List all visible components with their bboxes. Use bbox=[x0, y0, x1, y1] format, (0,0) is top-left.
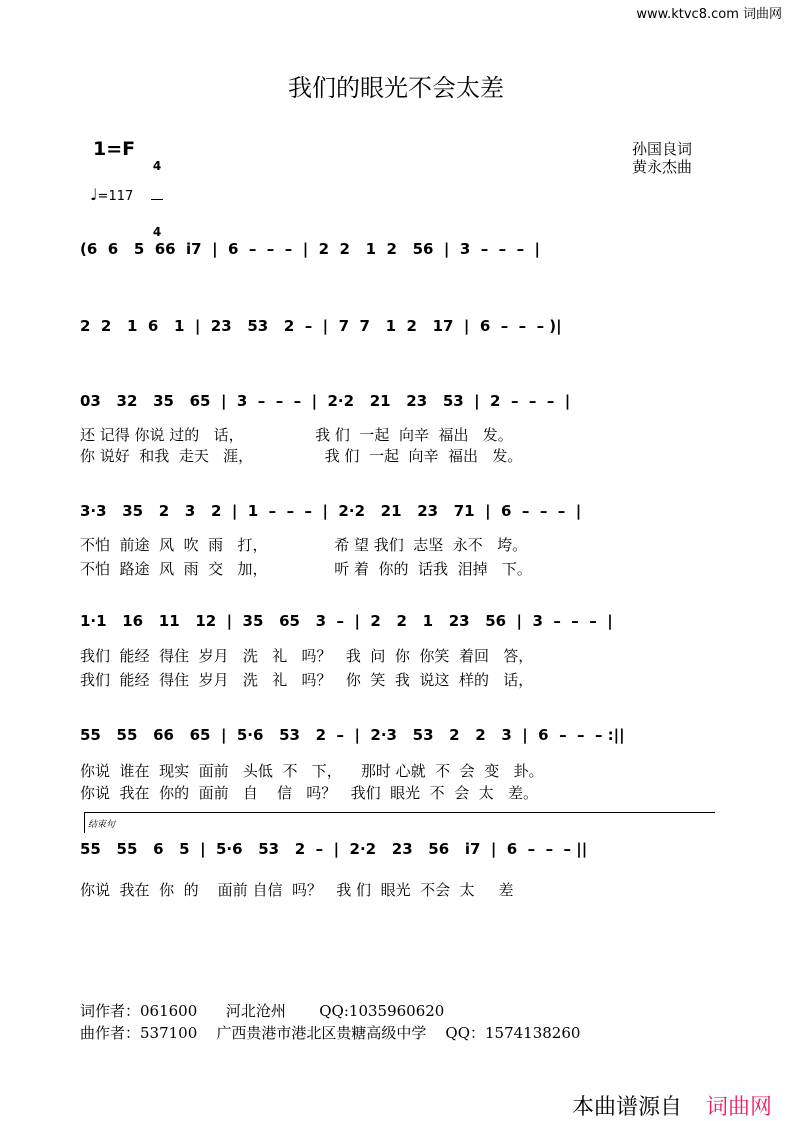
lyrics-line-4-verse-1: 不怕 前途 风 吹 雨 打， 希 望 我们 志坚 永不 垮。 bbox=[80, 536, 528, 554]
notation-line-5: 1·1 16 11 12 | 35 65 3 – | 2 2 1 23 56 | 3 – – – | bbox=[80, 612, 613, 630]
watermark: www.ktvc8.com 词曲网 bbox=[636, 7, 782, 22]
lyrics-line-3-verse-2: 你 说好 和我 走天 涯， 我 们 一起 向辛 福出 发。 bbox=[80, 447, 523, 465]
composer: 黄永杰曲 bbox=[632, 158, 693, 176]
tempo-marking bbox=[90, 185, 133, 204]
lyrics-line-7-verse-1: 你说 我在 你 的 面前 自信 吗？ 我 们 眼光 不会 太 差 bbox=[80, 881, 514, 899]
lyrics-line-6-verse-1: 你说 谁在 现实 面前 头低 不 下， 那时 心就 不 会 变 卦。 bbox=[80, 762, 544, 780]
key-signature: 1=F bbox=[93, 138, 136, 160]
page-title: 我们的眼光不会太差 bbox=[288, 74, 504, 102]
notation-line-1: (6 6 5 66 i7 | 6 – – – | 2 2 1 2 56 | 3 – – – | bbox=[80, 240, 541, 258]
notation-line-2: 2 2 1 6 1 | 23 53 2 – | 7 7 1 2 17 | 6 – – – )| bbox=[80, 317, 562, 335]
footer-brand-link[interactable]: 词曲网 bbox=[705, 1095, 772, 1120]
lyrics-line-4-verse-2: 不怕 路途 风 雨 交 加， 听 着 你的 话我 泪掉 下。 bbox=[80, 560, 532, 578]
notation-line-7: 55 55 6 5 | 5·6 53 2 – | 2·2 23 56 i7 | 6 – – – || bbox=[80, 840, 588, 858]
time-signature-divider bbox=[151, 199, 163, 200]
notation-line-6: 55 55 66 65 | 5·6 53 2 – | 2·3 53 2 2 3 | 6 – – – :|| bbox=[80, 726, 625, 744]
footer-source-text: 本曲谱源自 bbox=[571, 1095, 682, 1120]
quarter-note-icon: ♩ bbox=[90, 185, 98, 204]
lyricist: 孙国良词 bbox=[632, 140, 693, 158]
credits-composer: 曲作者：537100 广西贵港市港北区贵糖高级中学 QQ：1574138260 bbox=[80, 1024, 581, 1042]
lyrics-line-5-verse-1: 我们 能经 得住 岁月 洗 礼 吗？ 我 问 你 你笑 着回 答， bbox=[80, 647, 534, 665]
time-signature-top: 4 bbox=[152, 159, 162, 173]
time-signature bbox=[150, 134, 164, 252]
time-signature-bottom: 4 bbox=[152, 225, 162, 239]
lyrics-line-6-verse-2: 你说 我在 你的 面前 自 信 吗？ 我们 眼光 不 会 太 差。 bbox=[80, 784, 539, 802]
lyrics-line-5-verse-2: 我们 能经 得住 岁月 洗 礼 吗？ 你 笑 我 说这 样的 话， bbox=[80, 671, 534, 689]
notation-line-3: 03 32 35 65 | 3 – – – | 2·2 21 23 53 | 2 – – – | bbox=[80, 392, 571, 410]
credits-lyricist: 词作者：061600 河北沧州 QQ:1035960620 bbox=[80, 1002, 445, 1020]
ending-label: 结束句 bbox=[88, 820, 116, 830]
notation-line-4: 3·3 35 2 3 2 | 1 – – – | 2·2 21 23 71 | 6 – – – | bbox=[80, 502, 582, 520]
tempo-value: =117 bbox=[97, 189, 134, 204]
lyrics-line-3-verse-1: 还 记得 你说 过的 话， 我 们 一起 向辛 福出 发。 bbox=[80, 426, 513, 444]
ending-bracket bbox=[84, 812, 715, 833]
